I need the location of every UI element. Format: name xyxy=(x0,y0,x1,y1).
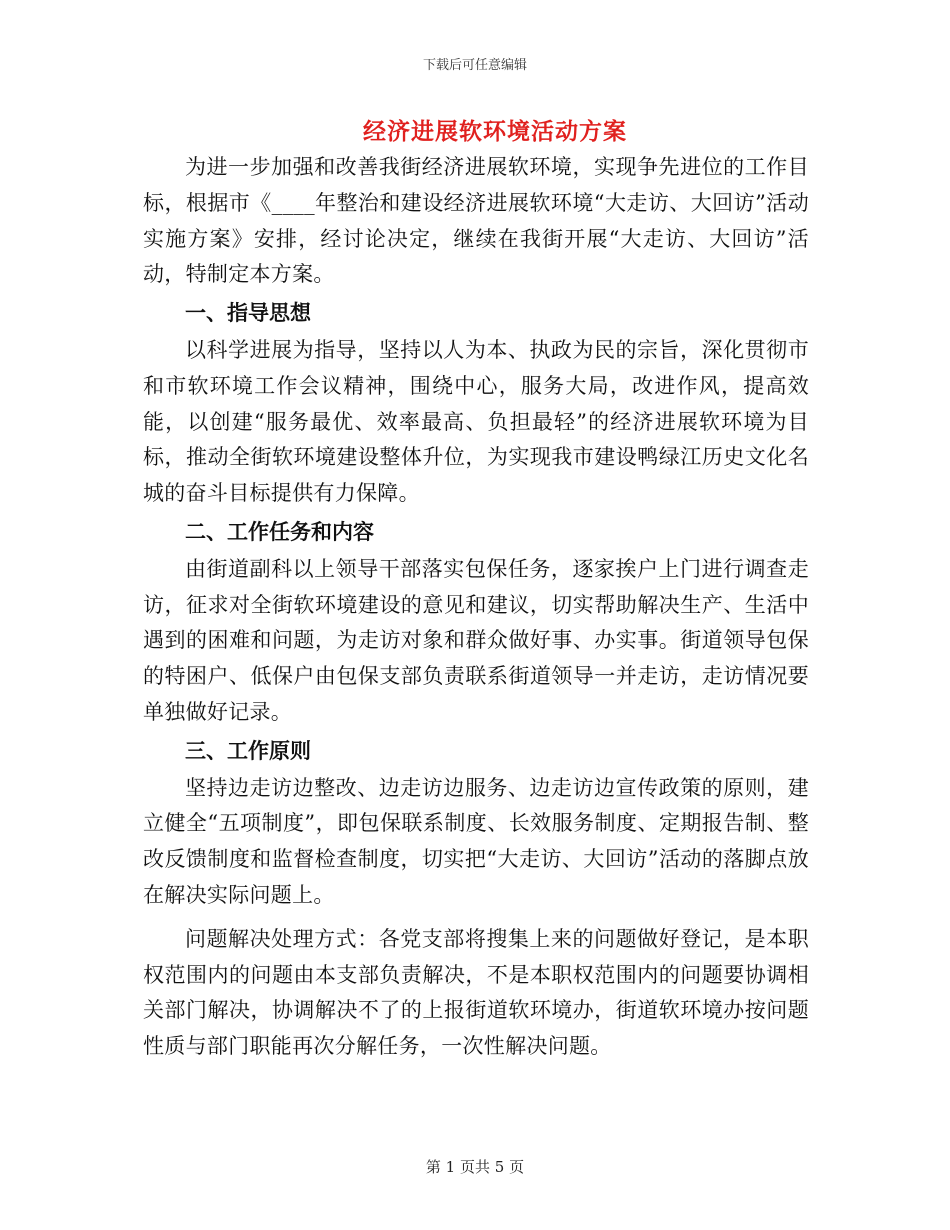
section-heading-principles: 三、工作原则 xyxy=(185,737,311,763)
page-header-note: 下载后可任意编辑 xyxy=(422,58,527,73)
section-heading-guiding-ideology: 一、指导思想 xyxy=(185,300,311,326)
document-body xyxy=(143,150,809,1065)
section-paragraph: 问题解决处理方式：各党支部将搜集上来的问题做好登记，是本职权范围内的问题由本支部负责解决，不是本职权范围内的问题要协调相关部门解决，协调解决不了的上报街道软环境办，街道软环境办按问题性质与部门职能再次分解任务，一次性解决问题。 xyxy=(143,926,809,1059)
section-paragraph: 以科学进展为指导，坚持以人为本、执政为民的宗旨，深化贯彻市和市软环境工作会议精神，围绕中心，服务大局，改进作风，提高效能，以创建“服务最优、效率最高、负担最轻”的经济进展软环境为目标，推动全街软环境建设整体升位，为实现我市建设鸭绿江历史文化名城的奋斗目标提供有力保障。 xyxy=(143,337,809,506)
section-paragraph: 坚持边走访边整改、边走访边服务、边走访边宣传政策的原则，建立健全“五项制度”，即包保联系制度、长效服务制度、定期报告制、整改反馈制度和监督检查制度，切实把“大走访、大回访”活动的落脚点放在解决实际问题上。 xyxy=(143,775,809,907)
document-title: 经济进展软环境活动方案 xyxy=(363,118,627,145)
page-number-indicator: 第 1 页共 5 页 xyxy=(425,1158,525,1176)
section-heading-tasks: 二、工作任务和内容 xyxy=(185,518,374,544)
section-paragraph: 由街道副科以上领导干部落实包保任务，逐家挨户上门进行调查走访，征求对全街软环境建设的意见和建议，切实帮助解决生产、生活中遇到的困难和问题，为走访对象和群众做好事、办实事。街道领导包保的特困户、低保户由包保支部负责联系街道领导一并走访，走访情况要单独做好记录。 xyxy=(143,556,809,724)
intro-paragraph: 为进一步加强和改善我街经济进展软环境，实现争先进位的工作目标，根据市《____年整治和建设经济进展软环境“大走访、大回访”活动实施方案》安排，经讨论决定，继续在我街开展“大走访、大回访”活动，特制定本方案。 xyxy=(143,155,809,287)
